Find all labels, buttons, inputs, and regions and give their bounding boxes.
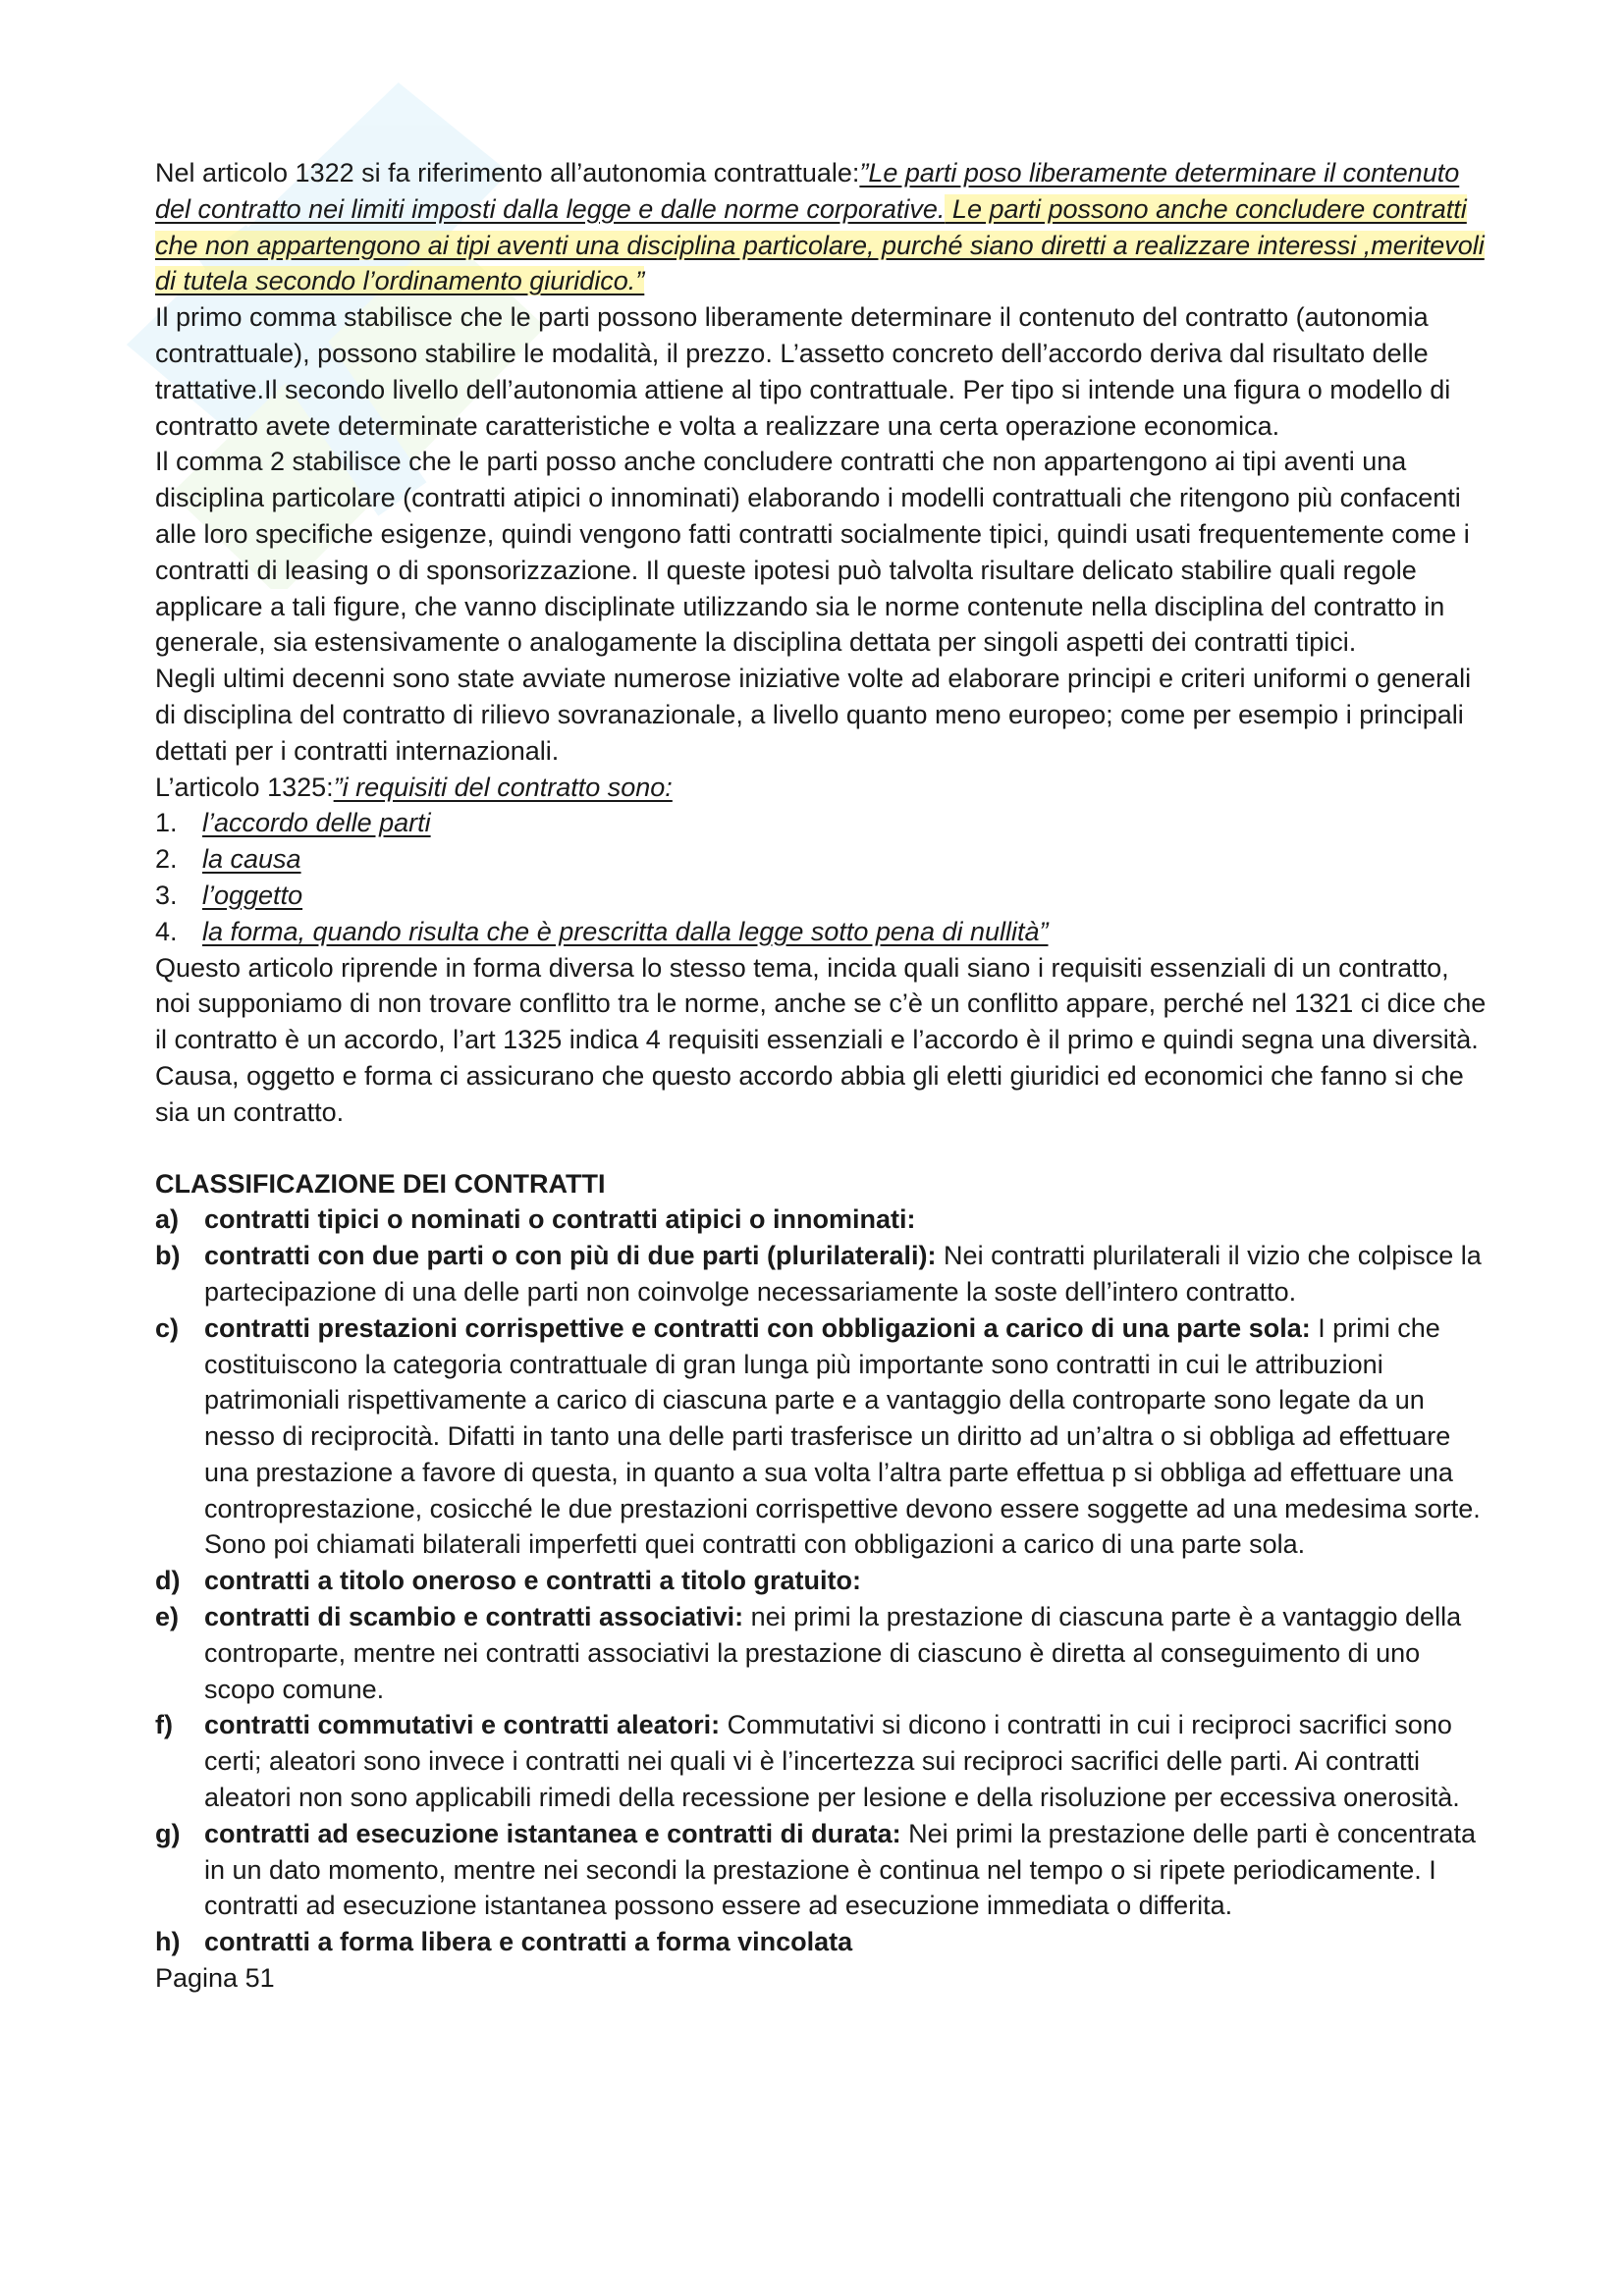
- list-item-number: 3.: [155, 880, 178, 910]
- classification-item: [155, 1563, 1490, 1599]
- article-1322-quote-part2: Le parti possono anche concludere contratti che non appartengono ai tipi aventi una disciplina particolare, purché siano diretti a realizzare interessi ,meritevoli di tutela secondo l’ordinamento giuridico.”: [155, 193, 1485, 296]
- article-1322-paragraph: [155, 155, 1490, 299]
- list-item: [155, 878, 1490, 914]
- classification-item: [155, 1238, 1490, 1310]
- list-item-number: 1.: [155, 808, 178, 838]
- item-title: contratti a forma libera e contratti a forma vincolata: [204, 1927, 853, 1957]
- intro-lead: Nel articolo 1322 si fa riferimento all’autonomia contrattuale:: [155, 158, 860, 187]
- article-1322-quote-part1: ”Le parti poso liberamente determinare il contenuto del contratto nei limiti imposti dalla legge e dalle norme corporative.: [155, 158, 1460, 224]
- item-text: Nei primi la prestazione delle parti è concentrata in un dato momento, mentre nei secondi la prestazione è continua nel tempo o si ripete periodicamente. I contratti ad esecuzione istantanea possono essere ad esecuzione immediata o differita.: [204, 1818, 1476, 1921]
- item-title: contratti commutativi e contratti aleatori:: [204, 1710, 721, 1740]
- item-title: contratti di scambio e contratti associativi:: [204, 1602, 744, 1632]
- item-label: d): [155, 1566, 181, 1596]
- list-item-text: l’accordo delle parti: [202, 808, 431, 838]
- item-label: c): [155, 1312, 180, 1343]
- item-title: contratti ad esecuzione istantanea e contratti di durata:: [204, 1818, 901, 1848]
- item-text: Commutativi si dicono i contratti in cui i reciproci sacrifici sono certi; aleatori sono invece i contratti nei quali vi è l’incertezza sui reciproci sacrifici delle parti. Ai contratti aleatori non sono applicabili rimedi della recessione per lesione e della risoluzione per eccessiva onerosità.: [204, 1710, 1460, 1813]
- item-label: g): [155, 1818, 181, 1848]
- classification-item: [155, 1310, 1490, 1564]
- article-1325-quote: ”i requisiti del contratto sono:: [333, 772, 673, 802]
- classification-list: [155, 1201, 1490, 1960]
- list-item: [155, 805, 1490, 841]
- classification-item: [155, 1599, 1490, 1707]
- list-item-text: la forma, quando risulta che è prescritta dalla legge sotto pena di nullità”: [202, 916, 1049, 946]
- list-item-number: 2.: [155, 844, 178, 875]
- list-item: [155, 914, 1490, 950]
- document-page: [155, 155, 1490, 1997]
- item-text: Nei contratti plurilaterali il vizio che colpisce la partecipazione di una delle parti non coinvolge necessariamente la soste dell’intero contratto.: [204, 1241, 1482, 1307]
- list-item: [155, 841, 1490, 878]
- section-heading: CLASSIFICAZIONE DEI CONTRATTI: [155, 1168, 606, 1199]
- classification-item: [155, 1924, 1490, 1960]
- body-paragraph: Il comma 2 stabilisce che le parti posso anche concludere contratti che non appartengono ai tipi aventi una disciplina particolare (contratti atipici o innominati) elaborando i modelli contrattuali che ritengono più confacenti alle loro specifiche esigenze, quindi vengono fatti contratti socialmente tipici, quindi usati frequentemente come i contratti di leasing o di sponsorizzazione. Il queste ipotesi può talvolta risultare delicato stabilire quali regole applicare a tali figure, che vanno disciplinate utilizzando sia le norme contenute nella disciplina del contratto in generale, sia estensivamente o analogamente la disciplina dettata per singoli aspetti dei contratti tipici.: [155, 447, 1470, 658]
- body-paragraph: Il primo comma stabilisce che le parti possono liberamente determinare il contenuto del contratto (autonomia contrattuale), possono stabilire le modalità, il prezzo. L’assetto concreto dell’accordo deriva dal risultato delle trattative.Il secondo livello dell’autonomia attiene al tipo contrattuale. Per tipo si intende una figura o modello di contratto avete determinate caratteristiche e volta a realizzare una certa operazione economica.: [155, 302, 1451, 441]
- article-1325-comment: Questo articolo riprende in forma diversa lo stesso tema, incida quali siano i requisiti essenziali di un contratto, noi supponiamo di non trovare conflitto tra le norme, anche se c’è un conflitto appare, perché nel 1321 ci dice che il contratto è un accordo, l’art 1325 indica 4 requisiti essenziali e l’accordo è il primo e quindi segna una diversità. Causa, oggetto e forma ci assicurano che questo accordo abbia gli eletti giuridici ed economici che fanno si che sia un contratto.: [155, 952, 1487, 1127]
- body-paragraph: Negli ultimi decenni sono state avviate numerose iniziative volte ad elaborare principi e criteri uniformi o generali di disciplina del contratto di rilievo sovranazionale, a livello quanto meno europeo; come per esempio i principali dettati per i contratti internazionali.: [155, 664, 1472, 766]
- item-label: h): [155, 1927, 181, 1957]
- article-1325-lead: L’articolo 1325:: [155, 772, 334, 802]
- item-title: contratti a titolo oneroso e contratti a titolo gratuito:: [204, 1566, 861, 1596]
- section-spacer: [155, 1131, 1490, 1166]
- classification-item: [155, 1201, 1490, 1238]
- classification-item: [155, 1707, 1490, 1815]
- list-item-text: l’oggetto: [202, 880, 303, 910]
- item-label: f): [155, 1710, 173, 1740]
- requirements-list: [155, 805, 1490, 949]
- item-label: b): [155, 1241, 181, 1271]
- item-label: e): [155, 1602, 180, 1632]
- item-title: contratti tipici o nominati o contratti atipici o innominati:: [204, 1204, 916, 1235]
- page-number: Pagina 51: [155, 1963, 275, 1994]
- article-1325-intro: [155, 770, 1490, 806]
- item-label: a): [155, 1204, 180, 1235]
- item-text: nei primi la prestazione di ciascuna parte è a vantaggio della controparte, mentre nei contratti associativi la prestazione di ciascuno è diretta al conseguimento di uno scopo comune.: [204, 1602, 1462, 1704]
- item-title: contratti prestazioni corrispettive e contratti con obbligazioni a carico di una parte sola:: [204, 1312, 1311, 1343]
- classification-item: [155, 1816, 1490, 1924]
- item-text: I primi che costituiscono la categoria contrattuale di gran lunga più importante sono contratti in cui le attribuzioni patrimoniali rispettivamente a carico di ciascuna parte e a vantaggio della controparte sono legate da un nesso di reciprocità. Difatti in tanto una delle parti trasferisce un diritto ad un’altra o si obbliga ad effettuare una prestazione a favore di questa, in quanto a sua volta l’altra parte effettua p si obbliga ad effettuare una controprestazione, cosicché le due prestazioni corrispettive devono essere soggette ad una medesima sorte. Sono poi chiamati bilaterali imperfetti quei contratti con obbligazioni a carico di una parte sola.: [204, 1312, 1481, 1560]
- list-item-number: 4.: [155, 916, 178, 946]
- item-title: contratti con due parti o con più di due parti (plurilaterali):: [204, 1241, 937, 1271]
- list-item-text: la causa: [202, 844, 301, 875]
